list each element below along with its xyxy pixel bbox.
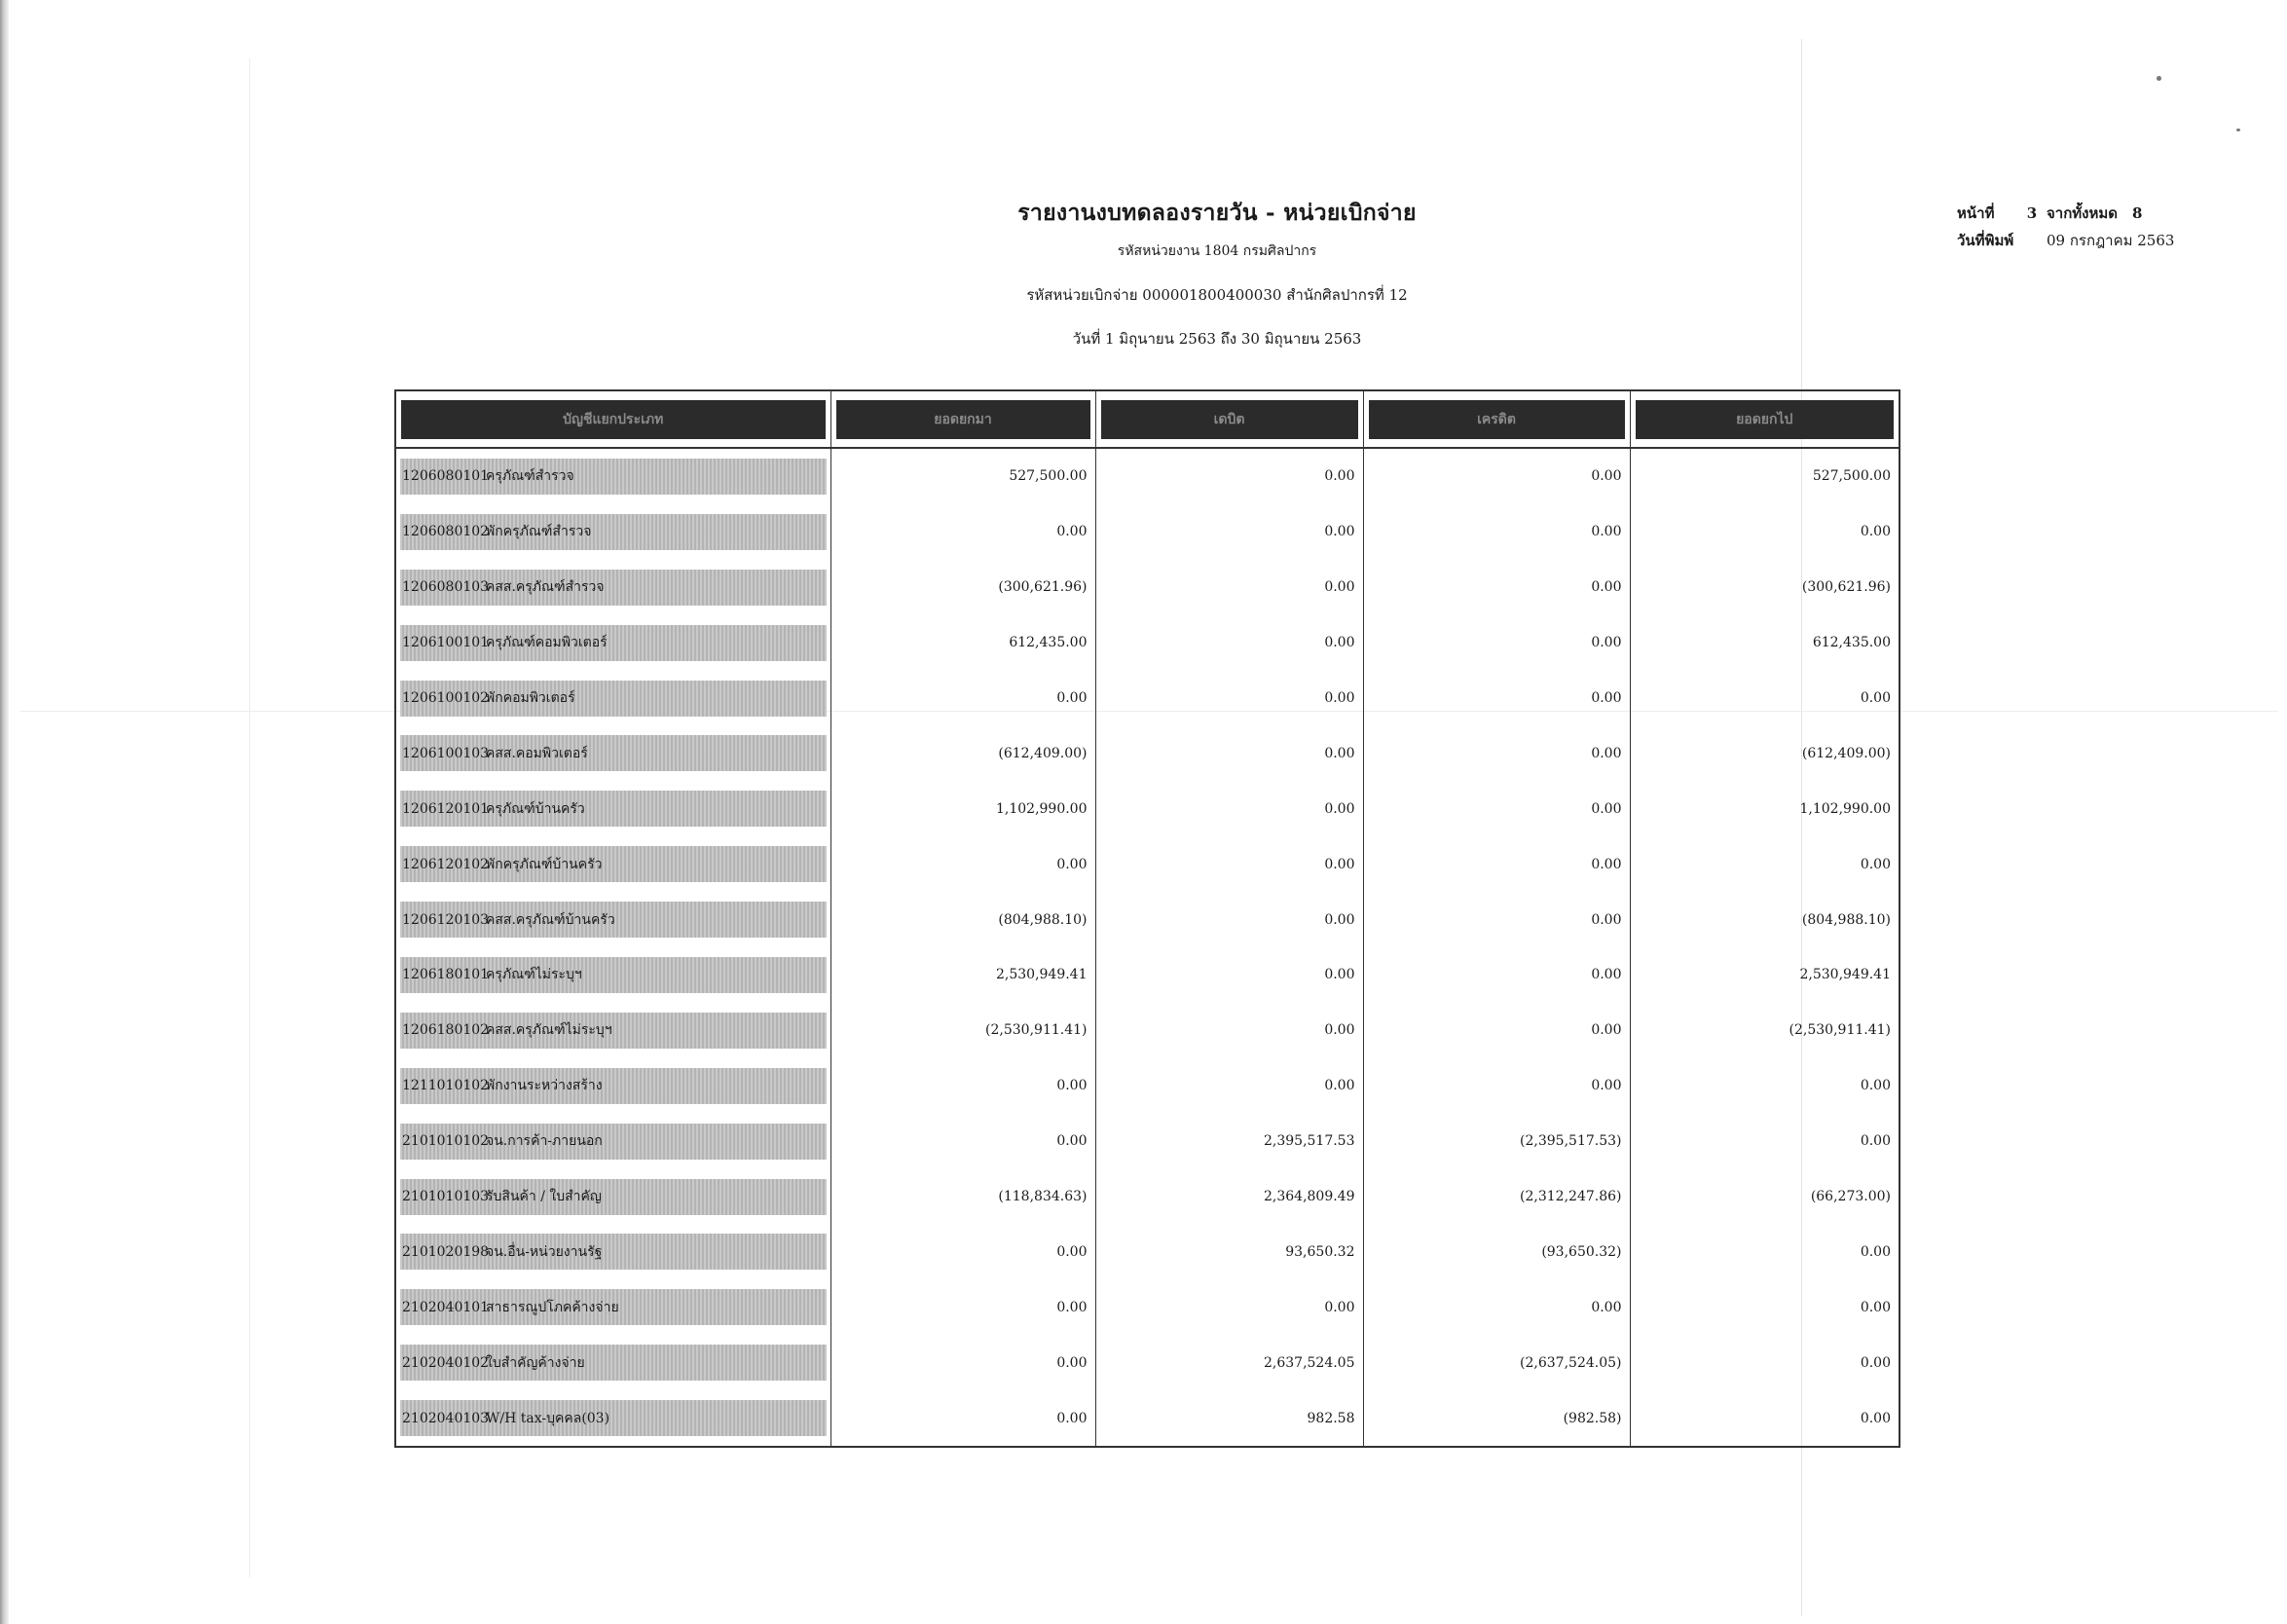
table-row — [395, 504, 1900, 560]
account-name: คสส.ครุภัณฑ์สำรวจ — [486, 579, 605, 596]
brought-forward-cell: (118,834.63) — [830, 1169, 1095, 1225]
debit-cell: 0.00 — [1095, 1279, 1363, 1335]
table-row — [395, 615, 1900, 671]
debit-cell: 0.00 — [1095, 892, 1363, 947]
account-name: W/H tax-บุคคล(03) — [486, 1410, 610, 1426]
total-pages-label: จากทั้งหมด — [2047, 204, 2119, 222]
table-header-row — [395, 390, 1900, 448]
account-name: คสส.ครุภัณฑ์บ้านครัว — [486, 911, 615, 928]
account-code: 1211010102 — [402, 1078, 490, 1094]
account-name: ครุภัณฑ์บ้านครัว — [486, 800, 585, 817]
debit-cell: 0.00 — [1095, 504, 1363, 560]
report-title: รายงานงบทดลองรายวัน - หน่วยเบิกจ่าย — [1017, 200, 1417, 226]
paper-crease — [249, 58, 250, 1577]
total-pages: 8 — [2132, 204, 2143, 222]
brought-forward-cell: (612,409.00) — [830, 725, 1095, 781]
carried-forward-cell: 0.00 — [1630, 1279, 1900, 1335]
debit-cell: 0.00 — [1095, 671, 1363, 726]
debit-cell: 0.00 — [1095, 836, 1363, 892]
account-name: พักงานระหว่างสร้าง — [486, 1078, 603, 1094]
column-header: บัญชีแยกประเภท — [395, 390, 830, 448]
table-row — [395, 448, 1900, 504]
carried-forward-cell: 0.00 — [1630, 504, 1900, 560]
debit-cell: 2,395,517.53 — [1095, 1114, 1363, 1169]
account-cell — [395, 725, 830, 781]
account-name: คสส.คอมพิวเตอร์ — [486, 745, 588, 761]
carried-forward-cell: 0.00 — [1630, 1224, 1900, 1279]
account-name: คสส.ครุภัณฑ์ไม่ระบุฯ — [486, 1022, 612, 1039]
account-cell — [395, 1169, 830, 1225]
carried-forward-cell: 1,102,990.00 — [1630, 781, 1900, 836]
brought-forward-cell: 0.00 — [830, 1224, 1095, 1279]
account-name: ใบสำคัญค้างจ่าย — [486, 1354, 585, 1371]
debit-cell: 0.00 — [1095, 615, 1363, 671]
debit-cell: 0.00 — [1095, 781, 1363, 836]
credit-cell: 0.00 — [1363, 1279, 1630, 1335]
period-line: วันที่ 1 มิถุนายน 2563 ถึง 30 มิถุนายน 2563 — [1072, 330, 1362, 348]
account-cell — [395, 1390, 830, 1447]
brought-forward-cell: 0.00 — [830, 1390, 1095, 1447]
credit-cell: 0.00 — [1363, 725, 1630, 781]
page-number: 3 — [2026, 204, 2038, 222]
brought-forward-cell: (804,988.10) — [830, 892, 1095, 947]
account-name: พักครุภัณฑ์สำรวจ — [486, 524, 592, 540]
debit-cell: 0.00 — [1095, 448, 1363, 504]
account-cell — [395, 781, 830, 836]
print-date-label: วันที่พิมพ์ — [1957, 232, 2014, 249]
account-code: 2101020198 — [402, 1243, 490, 1260]
trial-balance-table — [394, 389, 1900, 1448]
brought-forward-cell: 0.00 — [830, 671, 1095, 726]
carried-forward-cell: 0.00 — [1630, 836, 1900, 892]
credit-cell: 0.00 — [1363, 947, 1630, 1003]
brought-forward-cell: 527,500.00 — [830, 448, 1095, 504]
credit-cell: 0.00 — [1363, 892, 1630, 947]
brought-forward-cell: 0.00 — [830, 836, 1095, 892]
account-code: 2102040103 — [402, 1410, 490, 1426]
carried-forward-cell: 612,435.00 — [1630, 615, 1900, 671]
brought-forward-cell: 612,435.00 — [830, 615, 1095, 671]
credit-cell: (93,650.32) — [1363, 1224, 1630, 1279]
account-cell — [395, 1058, 830, 1114]
debit-cell: 0.00 — [1095, 725, 1363, 781]
account-code: 2101010102 — [402, 1133, 490, 1150]
disbursement-unit-line: รหัสหน่วยเบิกจ่าย 000001800400030 สำนักศิลปากรที่ 12 — [1026, 286, 1408, 304]
table-row — [395, 725, 1900, 781]
agency-line: รหัสหน่วยงาน 1804 กรมศิลปากร — [1117, 243, 1317, 259]
account-cell — [395, 504, 830, 560]
account-code: 1206080103 — [402, 579, 490, 596]
credit-cell: (982.58) — [1363, 1390, 1630, 1447]
table-row — [395, 1335, 1900, 1390]
brought-forward-cell: (300,621.96) — [830, 560, 1095, 615]
account-code: 1206080101 — [402, 468, 490, 485]
column-header: เครดิต — [1363, 390, 1630, 448]
column-header: ยอดยกไป — [1630, 390, 1900, 448]
credit-cell: 0.00 — [1363, 448, 1630, 504]
scan-speck — [2157, 76, 2161, 81]
carried-forward-cell: (66,273.00) — [1630, 1169, 1900, 1225]
account-name: สาธารณูปโภคค้างจ่าย — [486, 1299, 619, 1315]
debit-cell: 2,637,524.05 — [1095, 1335, 1363, 1390]
debit-cell: 0.00 — [1095, 1058, 1363, 1114]
carried-forward-cell: (300,621.96) — [1630, 560, 1900, 615]
account-name: จน.การค้า-ภายนอก — [486, 1133, 603, 1150]
credit-cell: (2,312,247.86) — [1363, 1169, 1630, 1225]
debit-cell: 2,364,809.49 — [1095, 1169, 1363, 1225]
table-row — [395, 1003, 1900, 1058]
account-code: 2102040101 — [402, 1299, 490, 1315]
account-name: รับสินค้า / ใบสำคัญ — [486, 1189, 602, 1205]
table-row — [395, 836, 1900, 892]
table-row — [395, 892, 1900, 947]
table-row — [395, 1114, 1900, 1169]
page-meta — [1957, 200, 2174, 254]
account-name: ครุภัณฑ์ไม่ระบุฯ — [486, 967, 582, 983]
account-cell — [395, 892, 830, 947]
carried-forward-cell: 0.00 — [1630, 1390, 1900, 1447]
account-code: 1206120101 — [402, 800, 490, 817]
account-name: ครุภัณฑ์คอมพิวเตอร์ — [486, 635, 608, 651]
account-name: พักคอมพิวเตอร์ — [486, 690, 575, 706]
brought-forward-cell: 0.00 — [830, 1114, 1095, 1169]
page-label: หน้าที่ — [1957, 204, 1995, 222]
carried-forward-cell: 2,530,949.41 — [1630, 947, 1900, 1003]
account-code: 1206100102 — [402, 690, 490, 706]
brought-forward-cell: 0.00 — [830, 1058, 1095, 1114]
scan-shadow-edge — [0, 0, 9, 1624]
carried-forward-cell: 527,500.00 — [1630, 448, 1900, 504]
debit-cell: 93,650.32 — [1095, 1224, 1363, 1279]
credit-cell: 0.00 — [1363, 836, 1630, 892]
account-code: 1206100101 — [402, 635, 490, 651]
brought-forward-cell: (2,530,911.41) — [830, 1003, 1095, 1058]
account-cell — [395, 1003, 830, 1058]
column-header: ยอดยกมา — [830, 390, 1095, 448]
account-name: ครุภัณฑ์สำรวจ — [486, 468, 574, 485]
account-code: 2102040102 — [402, 1354, 490, 1371]
account-code: 1206120102 — [402, 856, 490, 872]
credit-cell: 0.00 — [1363, 671, 1630, 726]
carried-forward-cell: (804,988.10) — [1630, 892, 1900, 947]
credit-cell: 0.00 — [1363, 1003, 1630, 1058]
credit-cell: (2,637,524.05) — [1363, 1335, 1630, 1390]
account-cell — [395, 1224, 830, 1279]
table-row — [395, 781, 1900, 836]
credit-cell: (2,395,517.53) — [1363, 1114, 1630, 1169]
table-row — [395, 560, 1900, 615]
brought-forward-cell: 2,530,949.41 — [830, 947, 1095, 1003]
table-row — [395, 1390, 1900, 1447]
carried-forward-cell: 0.00 — [1630, 1114, 1900, 1169]
account-code: 1206100103 — [402, 745, 490, 761]
account-cell — [395, 947, 830, 1003]
debit-cell: 982.58 — [1095, 1390, 1363, 1447]
brought-forward-cell: 0.00 — [830, 1335, 1095, 1390]
credit-cell: 0.00 — [1363, 781, 1630, 836]
scan-speck — [2236, 129, 2240, 131]
account-name: พักครุภัณฑ์บ้านครัว — [486, 856, 603, 872]
account-name: จน.อื่น-หน่วยงานรัฐ — [486, 1243, 603, 1260]
account-cell — [395, 1335, 830, 1390]
account-code: 1206080102 — [402, 524, 490, 540]
debit-cell: 0.00 — [1095, 1003, 1363, 1058]
account-cell — [395, 448, 830, 504]
carried-forward-cell: (612,409.00) — [1630, 725, 1900, 781]
account-cell — [395, 615, 830, 671]
account-cell — [395, 836, 830, 892]
account-code: 1206180101 — [402, 967, 490, 983]
brought-forward-cell: 0.00 — [830, 1279, 1095, 1335]
account-cell — [395, 560, 830, 615]
account-code: 1206180102 — [402, 1022, 490, 1039]
table-row — [395, 1058, 1900, 1114]
print-date: 09 กรกฎาคม 2563 — [2047, 232, 2175, 249]
brought-forward-cell: 0.00 — [830, 504, 1095, 560]
credit-cell: 0.00 — [1363, 504, 1630, 560]
account-code: 1206120103 — [402, 911, 490, 928]
account-cell — [395, 671, 830, 726]
table-row — [395, 671, 1900, 726]
table-row — [395, 1169, 1900, 1225]
account-cell — [395, 1279, 830, 1335]
credit-cell: 0.00 — [1363, 1058, 1630, 1114]
table-row — [395, 1279, 1900, 1335]
debit-cell: 0.00 — [1095, 560, 1363, 615]
credit-cell: 0.00 — [1363, 560, 1630, 615]
debit-cell: 0.00 — [1095, 947, 1363, 1003]
carried-forward-cell: (2,530,911.41) — [1630, 1003, 1900, 1058]
carried-forward-cell: 0.00 — [1630, 1335, 1900, 1390]
table-row — [395, 1224, 1900, 1279]
carried-forward-cell: 0.00 — [1630, 671, 1900, 726]
account-code: 2101010103 — [402, 1189, 490, 1205]
column-header: เดบิต — [1095, 390, 1363, 448]
carried-forward-cell: 0.00 — [1630, 1058, 1900, 1114]
brought-forward-cell: 1,102,990.00 — [830, 781, 1095, 836]
account-cell — [395, 1114, 830, 1169]
credit-cell: 0.00 — [1363, 615, 1630, 671]
table-row — [395, 947, 1900, 1003]
